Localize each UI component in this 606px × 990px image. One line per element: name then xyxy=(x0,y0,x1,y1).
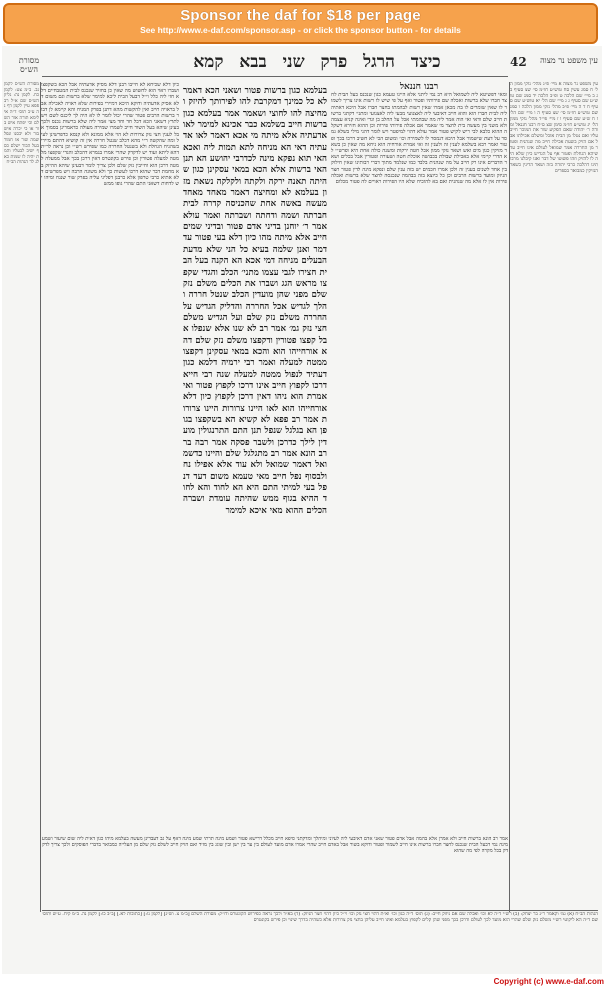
copyright-notice: Copyright (c) www.e-daf.com xyxy=(493,977,604,986)
talmud-page xyxy=(2,46,602,974)
tosafot-text: כיון דלא שכיחא לא חייבו רבנן דלא מסיק אדעתיה אבל הכא בשקפצו ושברו ראוי הוא לחשוש מה שאין כן בחזיר שנכנס לבית המטבחיים דלא חזי ליה כלל וי״ל דבעל הבית ליכא למימר שלא ברשות וגם משום דלא אסיק אדעתיה ודוקא היכא דמיירי בפירות שלא ראויה לאכילה אבל בראויה חייב ואין להקשות מהא דתנן בפרק המניח והא קיימא לן דבור ברשות הרבים פטור שהרי יכול לומר לו לא היה לך ליכנס לשם ויש לתרץ דשאני הכא דכל חד וחד מצי אמר ליה שלא ברשות נכנס ולכך בעינן שיהא בעל השור חייב לשמרו שמירה מעולה כדאמרינן בסמוך אבל לענין חצי נזק צרורות לא הוי אלא ממונא ולא קנסא כדפרשינן לעיל ומה שהקשה ר״י מהא דכלב שנטל חררה אין זה קושיא דהתם מיירי בשהניח הגחלת ולא בשנטל החררה כמו שפירש רש״י וכן נראה לר״ת דהא ליתא ועוד יש לדקדק שהרי אמרו בגמרא דהכלב והגדי שקפצו מלמטה למעלה פטורין וכן פירש בקונטרס דאין דרכן בכך אבל ממעלה למטה דרכן הוא וחייבין נזק שלם ולכן צריך לומר דבעינן שיהא ההיזק בא מחמת דבר שהוא דרכו לעשות כך ולא משונה הרבה ויש מפרשים דלא אתיא כרבי טרפון אלא כרבנן דפליגי עליה בפרק שור שנגח ומיהו יש לדחות דשאני התם שהרי גופו ממש xyxy=(41,82,179,188)
gemara-text: בעלמא כגון ברשות פטור ושאני הכא דאמר לא כל כמינך דמקרבת להו לפירותך להיזק ומחיצה להו לחוצי ושאמר אמר בעלמא כגון ברשות חייב בשלמא כבר אכינא למימר לאו אדעתיה אלא מיתה מי אכא דאמר לאו אדעתיה דאי הא מניחה לתא תמות ליה ואכא האי תוא נפקא מינה לכדרבי יהושע הא תנן האי ברשות אלא הכא במאי עסקינן כגון שהיתה תאנה ירקה ולקתה ולקלקה נשאת מזון בעלמא לא ומחיצה דאמר מאחד מאחד מעשה באשה אחת שהכניסה קדרה לבית חברתה ושמה ודחתה ושברתה ואמר עולא אמר ר׳ יוחנן בדיני אדם פטור ובדיני שמים חייב אלא מיתה מהו כיון דלא בעי פטור עד דמר ואנן שלמה בעיא כל הני שלא מדעת הבעלים מניחה דמי אכא הא הקנה בעל הבית חצירו לגבי עצמו מתני׳ הכלב והגדי שקפצו מראש הגג ושברו את הכלים משלם נזק שלם מפני שהן מועדין הכלב שנטל חררה והלך לגדיש אכל החררה והדליק הגדיש על החררה משלם נזק שלם ועל הגדיש משלם חצי נזק גמ׳ אמר רב לא שנו אלא שנפלו אבל קפצו פטורין ודקפצו משלם נזק שלם דהא אורחייהו הוא והכא במאי עסקינן דקפצו ממטה למעלה ואמר רבי ירמיה דלמא כגון דעתיד לנפול ממטה למעלה שנה רבי חייא דרכו לקפוץ חייב אינו דרכו לקפוץ פטור ואי אמרת הוא ניהו דאין דרכן לקפוץ כיון דלא אורחייהו הוא לאו היינו צרורות היינו צרורות אמר רב פפא לא קשיא הא בשקפצו בגופן הא בגלגל שנפל תנן התם התרנגולין מועדין לילך כדרכן ולשבר פסקה אמר רבה בר רב הונא אמר רב מתגלגל שלם והיינו כדשמואל דאמר שמואל ולא עוד אלא אפילו נח ולבסוף נפל חייב מאי טעמא משום דעד דנפל בעי למיתי התם היא הא לחוד והא לחוד ההיא בגוף ממש שהיתה עומדת ושברה הכלים ההוא מאי איכא למימר xyxy=(183,86,327,516)
page-header xyxy=(2,50,602,72)
rashi-text: ומאי דפשיטא ליה לשמואל היא רב נמי ליתני אלא היינו טעמא כגון שנכנס בעל הבית לחצר חברו שלא ברשות ואכלה שם פירותיו ופטור ואף על פי שיש לו רשות אינו צריך לשמור לו שאין שומרים לו בה מכאן אמרו שאין רשות לבהמתו בחצר חברו אבל היכא דאתיה ליה לבית חברו הוא והוא חייב דאיבעי ליה לאצנועי מבעי ליה לאצנועי ומתני׳ דקתני ברשות חייב שלם ודאי ואי הוה אמר ליה מה שבהמתי אכל על החלב בן וגדי ואינה קניא עצמה ולא משני בין מעשה בית לחצר מי שאמר אם אכלה פירותי פירות וכן ההוא חזירא דשקלה ההוא כלבא לבי ריש לקיש פטור אמר עולא דהוי למיפטר ויש לומר דהני מילי בשלא נמסר על דעת שישמור אבל היכא דנמסר לו לשמירה וכו׳ ומשום הכי לא חשיב דרכו בכך ופטור ואמר רבא בשלמא לענין זה ולענין זה ואי אמרת אורחיה הוא ניחא מה שאין כן בשאר מזיקין כגון מים ואש ושאר נזקי ממון אכל חטה ירקות ומשנה כולה אחת היא ופרש״י לא הדרי קיימי אלא באכילת שבולת בכבושה אוכלת חטה ושעורה ופטורין אבל בכלים ושאר הדברים אינו רק חייב על מה שנהנית בלבד כמו שנלמד מתוך דברי רבותינו שאין חילוק בין אחד לשנים בענין זה ולכן אמרו חכמים יש בזה ענין שלם ונפקא מינה לדין פטור חצר הניזק ומועד ברשות הרבים וכן כל כיוצא בזה בבהמה שנכנסה לחצר שלא ברשות ואכלה פירות אין לו אלא מה שנהנית ואם בא להוכיח שלא היו הפירות ראויים לה פטור מכלום xyxy=(331,92,507,186)
commentary-bottom-text: אמר רב הונא ברשות חייב ולא אמרן אלא בהמה אבל אדם פטור שאני אדם דאיבעי ליה לעיוני ומיהלך ומדקתני סיפא חייב מכלל דרישא פטור ושמע מינה תרתי שמע מינה דאף על גב דעבדינן מעשה בעלמא מיהו כגון דאית ליה שום שיעור ושמע מינה נמי דבעל הבית שנכנס לחצר חברו ברשות אינו חייב לשמור ופטור ודוקא בשור אבל באדם חייב שהרי אמרו אדם מועד לעולם בין ער בין ישן ובין שוגג בין מזיד ואם הזיק חייב לשלם נזק שלם מן העלייה כמבואר בדברי הפוסקים ולכך צריך לדקדק בכל מקרה לפי מה שהוא xyxy=(42,836,508,854)
ein-mishpat-column xyxy=(510,82,598,962)
header-rule xyxy=(42,76,508,77)
masoret-hashas-column xyxy=(4,82,39,962)
footnotes-text: הגהות הב״ח (א) גמ׳ וקאמר ר״נ בר יצחק: (ב) רש״י ד״ה לא וכו׳ ואכלה שם אם ניזוק חייב: (ג) תוס׳ ד״ה כגון וכו׳ וא״ת דהוי חצי נזק וכו׳ וי״ל כיון דהוי חצר הניזק: (ד) בא״ד ולכך נראה כפירוש הקונטרס ודו״ק: מסורת השלם [ב״מ צ. וש״נ] [לקמן נו:] [כתובות לא.] [ב״ב כו:] לקמן נה. ב״מ קיח. ע״ש ותוס׳ שם ד״ה הא ליקוטי רש״י משלם נזק שלם שהרי הוא מועד לכך לעולם ודרכן בכך מפני שהן קלים לקפוץ בעלמא ואינו חייב עליהן בחצי נזק צרורות אלא כשהיה בדרך שינוי וכן פירש בקונטרס xyxy=(42,912,598,923)
masoret-hashas-text: מסורת הש״ס לקמן נב. ב״מ צט: לקמן כח. לקמן נה: גליון הש״ס שם א״ל רב פפא עיין לקמן דף נה ע״ב תוס׳ ד״ה אילימא תורה אור השלם וכי יפתח איש בור או כי יכרה איש בור ולא יכסנו ונפל שמה שור או חמור בעל הבור ישלם כסף ישיב לבעליו והמת יהיה לו שמות כא לג לד הגהות הב״ח xyxy=(4,82,39,166)
commentary-bottom-block xyxy=(42,836,508,908)
page-title: כיצד הרגל פרק שני בבא קמא xyxy=(193,52,441,72)
rashi-column xyxy=(331,82,507,882)
footnotes-block xyxy=(42,912,598,964)
gemara-column xyxy=(183,86,327,831)
page-number: 42 xyxy=(510,55,527,69)
ein-mishpat-label: עין משפט נר מצוה xyxy=(540,56,598,65)
sponsor-title[interactable]: Sponsor the daf for $18 per page xyxy=(180,7,421,24)
sponsor-subtitle[interactable]: See http://www.e-daf.com/sponsor.asp - or click the sponsor button - for details xyxy=(140,25,461,35)
ein-mishpat-text: עין משפט נר מצוה א מיי׳ פ״ג מהל׳ נזקי ממון הל׳ ח סמג עשין סח טוש״ע חו״מ סי׳ שצ סעיף ב ג ב מיי׳ שם הלכה ט ופ״ב הלכה יד סמג שם טוש״ע שם סעיף ג ג מיי׳ שם הל׳ יא טוש״ע שם סעיף ח ד ה מיי׳ פ״ב מהל׳ נזקי ממון הלכה ו סמג שם טוש״ע חו״מ סי׳ שצ סעיף ה ו מיי׳ שם הל׳ ז ח ש״ע שם סעיף ו ז מיי׳ פי״ד מהל׳ נזקי ממון הל׳ יג טוש״ע חו״מ סימן שצ ס״ח רבנו חננאל ומודה ר׳ יהודה שאם הפקיע שור את המוכר חייב עליו ואם נטלו מן הבית אוכל ומשלם אכילתו אבל אם הזיק בשעת אכילה חייב מה שנהנית ופטור מן החררה אמר שמואל לעולם אינו חייב עד שיהא הגחלת ופטור אף על הגדיש כיון שלא היה לו להזיק וזהו פשוטו של דבר ואנו קיבלנו מרבותינו דהלכה כרבי יהודה בזה ושאר הדינין כשאר הנזיקין כמבואר בספרים xyxy=(510,82,598,174)
tosafot-column xyxy=(41,82,179,882)
rashi-heading: רבנו חננאל xyxy=(399,82,439,92)
masoret-hashas-label: מסורת הש״ס xyxy=(18,56,40,74)
sponsor-banner[interactable] xyxy=(3,3,598,44)
